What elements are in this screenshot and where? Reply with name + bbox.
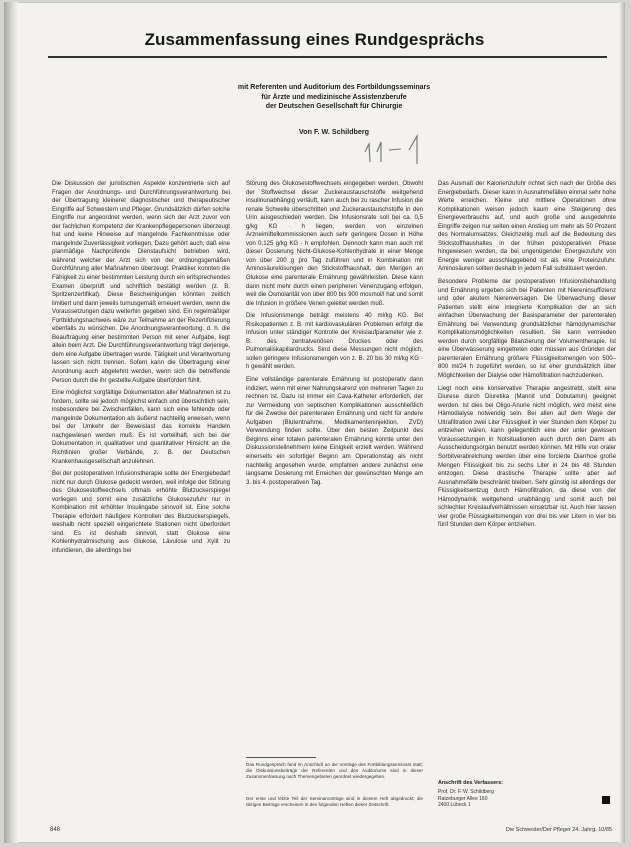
- author-address-label: Anschrift des Verfassers:: [438, 780, 504, 786]
- subtitle-line: mit Referenten und Auditorium des Fortbildungsseminars: [237, 84, 431, 91]
- body-paragraph: Das Ausmaß der Kalorienzufuhr richtet sich nach der Größe des Energiebedarfs. Dieser kann in Ausnahmefällen einmal sehr hohe Werte erreichen. Kleine und mittlere Operationen ohne Komplikationen weisen jedoch kaum eine Steigerung des Energieverbrauchs auf, und auch große und ausgedehnte Eingriffe zeigen nur selten einen Anstieg um mehr als 50 Prozent des Normalumsatzes. Gleichzeitig muß auf die Bedeutung des Stickstoffhaushaltes in der frühen postoperativen Phase hingewiesen werden, da bei ungenügender Energiezufuhr von Energie weniger ausschlaggebend ist als eine Proteinzufuhr. Aminosäuren sollten deshalb in jedem Fall substituiert werden.: [438, 180, 616, 273]
- body-paragraph: Die Diskussion der juristischen Aspekte konzentrierte sich auf Fragen der Anordnungs- und Durchführungsverantwortung bei der Übertragung kleinerer diagnostischer und therapeutischer Eingriffe auf Schwestern und Pfleger. Grundsätzlich dürfen solche Eingriffe nur angeordnet werden, wenn sich der Arzt zuvor von der fachlichen Kompetenz der Krankenpflegepersonen überzeugt hat und keine Hinweise auf mangelnde Fachkenntnisse oder mangelnde Zuverlässigkeit vorliegen. Dazu gehört auch, daß eine planmäßige Nachprüfende Dienstaufsicht betrieben wird, während welcher der Arzt sich von der ordnungsgemäßen Durchführung aller Maßnahmen überzeugt. Praktiker konnten die Fähigkeit zu einer bestimmten Leistung durch ein entsprechendes Examen überprüft und schriftlich bestätigt werden (z. B. Spritzenzertifikat). Diese Bescheinigungen könnten zeitlich limitiert und dann jeweils turnusgemäß erneuert werden, wenn die Voraussetzungen dazu weiterhin gegeben sind. Ein regelmäßiger Fortbildungsnachweis wäre zur Teilnahme an der Rezertifizierung ebenfalls zu wünschen. Die Anordnungsverantwortung, d. h. die Beauftragung einer bestimmten Person mit einer Aufgabe, liegt allein beim Arzt. Die Durchführungsverantwortung trägt derjenige, dem eine Aufgabe übertragen wurde. Tätigkeit und Verantwortung lassen sich nicht trennen. Sofern kann die Übertragung einer Anordnung auch abgelehnt werden, wenn sich die betreffende Person durch die ihr gestellte Aufgabe überfordert fühlt.: [52, 180, 230, 384]
- subtitle-line: der Deutschen Gesellschaft für Chirurgie: [265, 103, 403, 111]
- footnote-rule: [246, 757, 316, 758]
- journal-reference: Die Schwester/Der Pfleger 24. Jahrg. 10/85: [505, 827, 612, 833]
- body-paragraph: Die Infusionsmenge beträgt meistens 40 ml/kg KG. Bei Risikopatienten z. B. mit kardiovaskulären Problemen erfolgt die Infusion unter ständiger Kontrolle der Kreislaufparameter wie z. B. des zentralvenösen Druckes oder des Pulmonaliskapillardrucks. Sind diese Messungen nicht möglich, sollen geringere Infusionsmengen von z. B. 20 bis 30 ml/kg KG · h gewählt werden.: [246, 312, 423, 371]
- book-spine-shadow: [4, 2, 18, 843]
- footnote: Das Rundgespräch fand im Anschluß an die Vorträge des Fortbildungsseminars statt; die Diskussionsbeiträge der Referenten und des Auditoriums sind in dieser Zusammenfassung nach Themengebieten geordnet wiedergegeben.: [246, 762, 423, 780]
- body-paragraph: Besondere Probleme der postoperativen Infusionsbehandlung und Ernährung ergeben sich bei Patienten mit Niereninsuffizienz und oder akutem Nierenversagen. Die Überwachung dieser Patienten stellt eine integrierte Komplikation der an sich einfachen Überwachung der Basisparameter der parenteralen Ernährung bei Verwendung grundsätzlicher hämodynamischer Komplikationsmöglichkeiten resultiert. Sie kann vermieden werden durch sorgfältige Bilanzierung der Volumentherapie. Ist eine Überwässerung eingetreten oder müssen aus Gründen der parenteralen Ernährung größere Flüssigkeitsmengen von 500–800 ml/24 h zugeführt werden, so ist eher grundsätzlich über Möglichkeiten der Dialyse oder Hämofiltration nachzudenken.: [438, 278, 616, 380]
- body-paragraph: Bei der postoperativen Infusionstherapie sollte der Energiebedarf nicht nur durch Glukose gedeckt werden, weil infolge der Störung des Glukosestoffwechsels oftmals erhöhte Blutzuckerspiegel vorliegen und somit eine zusätzliche Glukosezufuhr nur in Kombination mit erhöhter Insulingabe sinnvoll ist. Eine solche Therapie erfordert häufigere Kontrollen des Blutzuckerspiegels, weshalb nicht speziell eingerichtete Stationen nicht überfordert sind. Es ist deshalb sinnvoll, statt Glukose eine Kohlenhydratmischung aus Glukose, Lävulose und Xylit zu infundieren, die allerdings bei: [52, 470, 230, 554]
- page-number: 848: [50, 827, 61, 833]
- body-paragraph: Eine vollständige parenterale Ernährung ist postoperativ dann indiziert, wenn mit einer Nahrungskarenz von mehreren Tagen zu rechnen ist. Dazu ist immer ein Cava-Katheter erforderlich, der zur Vermeidung von septischen Komplikationen ausschließlich für die Zwecke der parenteralen Ernährung und nicht für andere Aufgaben (Blutentnahme, Medikamenteninjektion, ZVD) Verwendung finden sollte. Über den besten Zeitpunkt des Beginns einer totalen parenteralen Ernährung konnte unter den Diskussionsteilnehmern keine Einigkeit erzielt werden. Während einerseits ein sofortiger Beginn am Operationstag als nicht nachteilig angesehen wurde, empfahlen andere zunächst eine langsame Dosierung mit Erreichen der gewünschten Menge am 3. bis 4. postoperativen Tag.: [246, 376, 423, 486]
- handwritten-annotation: [361, 132, 431, 166]
- page-edge-shadow: [619, 2, 625, 843]
- text-column-2: [246, 180, 423, 746]
- body-paragraph: Störung des Glukosestoffwechsels eingegeben werden. Obwohl der Stoffwechsel dieser Zuckeraustauschstoffe weitgehend insulinunabhängig verläuft, kann auch bei zu rascher Infusion die renale Schwelle überschritten und Zuckeraustauschstoffe in den Urin ausgeschieden werden. Die Infusionsrate soll bei ca. 0,5 g/kg KG · h liegen, werden von einzelnen Arzneimittelkommissionen auch sehr geringere Dosen in Höhe von 0,125 g/kg KG · h empfohlen. Dennoch kann man auch mit dieser Dosierung Nicht-Glukose-Kohlenhydrate in einer Menge von über 200 g pro Tag zuführen und in Kombination mit Aminosäurelösungen den Stickstoffhaushalt, den Mengen an Glukose eine parenterale Ernährung gewährleisten. Diese kann dann nicht mehr durch einen peripheren Venenzugang erfolgen, weil die Osmolarität von über 800 bis 900 mosmol/l hat und somit die Infusion in größere Venen geleitet werden muß.: [246, 180, 423, 307]
- article-subtitle: [184, 83, 484, 112]
- address-line: 2400 Lübeck 1: [438, 802, 471, 809]
- address-line: Prof. Dr. F. W. Schildberg: [438, 789, 494, 795]
- footnote: Der erste und letzte Teil der Seminarvorträge sind in diesem Heft abgedruckt; die übrigen Beiträge erscheinen in den folgenden Heften dieser Zeitschrift.: [246, 796, 423, 808]
- body-paragraph: Eine möglichst sorgfältige Dokumentation aller Maßnahmen ist zu fordern, sollte sie jedoch möglichst einfach und übersichtlich sein, insbesondere bei Zwischenfällen, kann sich eine fehlende oder mangelnde Dokumentation als äußerst nachteilig erweisen, wenn bei der Umkehr der Beweislast das korrekte Handeln nachgewiesen werden muß. Es ist vorteilhaft, sich bei der Dokumentation in qualitativer und quantitativer Hinsicht an die Richtlinien großer Verbände, z. B. der Deutschen Krankenhausgesellschaft anzulehnen.: [52, 389, 230, 465]
- end-of-article-marker: [602, 796, 610, 804]
- author-address: [438, 789, 494, 809]
- address-line: Ratzeburger Allee 160: [438, 795, 488, 802]
- page: [4, 2, 625, 843]
- text-column-3: [438, 180, 616, 534]
- subtitle-line: für Ärzte und medizinische Assistenzberufe: [261, 93, 407, 101]
- article-title: Zusammenfassung eines Rundgesprächs: [144, 30, 485, 49]
- title-rule: [48, 56, 607, 58]
- text-column-1: [52, 180, 230, 560]
- article-author: Von F. W. Schildberg: [298, 127, 370, 136]
- body-paragraph: Liegt noch eine konservative Therapie angestrebt, stellt eine Diurese durch Diuretika (Mannit und Dobutamin) geeignet werden. Ist dies bei Oligo-Anurie nicht möglich, wird meist eine Hämodialyse notwendig sein. Bei allen auf dem Wege der Ultrafiltration zwei Liter Flüssigkeit in vier Stunden dem Körper zu entziehen wären, kann gelegentlich eine der unter gewissen Voraussetzungen in Notsituationen auch durch den Darm als Ausscheidungsorgan benutzt werden können. Mit Hilfe von oraler Sorbitverabreichung werden über eine forcierte Diarrhoe große Mengen Flüssigkeit bis zu sechs Liter in 24 bis 48 Stunden entzogen. Diese drastische Therapie sollte aber auf Ausnahmefälle beschränkt bleiben. Sehr günstig ist allerdings der Flüssigkeitsentzug durch Hämofiltration, da diese von der Hämodynamik weitgehend unabhängig und somit auch bei schlechter Kreislaufverhältnissen einsetzbar ist. Auch hier lassen vier große Flüssigkeitsmengen von drei bis vier Litern in vier bis fünf Stunden dem Körper entziehen.: [438, 384, 616, 529]
